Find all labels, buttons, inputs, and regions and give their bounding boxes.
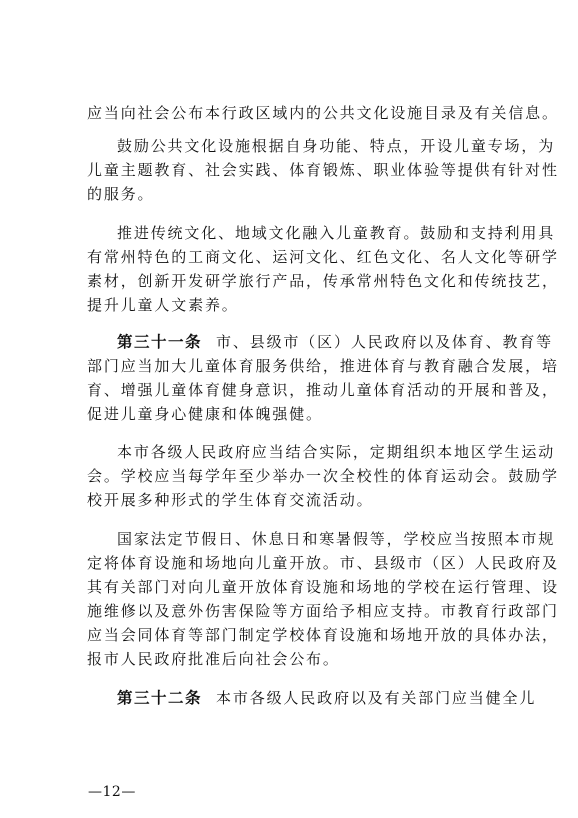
text-line: 会。学校应当每学年至少举办一次全校性的体育运动会。鼓励学 [87,467,559,485]
text-line: 国家法定节假日、休息日和寒暑假等，学校应当按照本市规 [117,530,556,548]
article-text: 市、县级市（区）人民政府以及体育、教育等 [216,333,554,351]
text-line: 应当会同体育等部门制定学校体育设施和场地开放的具体办法， [87,626,559,644]
text-line: 素材，创新开发研学旅行产品，传承常州特色文化和传统技艺， [87,272,559,290]
text-line: 本市各级人民政府应当结合实际，定期组织本地区学生运动 [117,443,556,461]
text-line: 有常州特色的工商文化、运河文化、红色文化、名人文化等研学 [87,248,559,266]
text-line: 其有关部门对向儿童开放体育设施和场地的学校在运行管理、设 [87,578,559,596]
text-line: 定将体育设施和场地向儿童开放。市、县级市（区）人民政府及 [87,554,559,572]
article-heading: 第三十二条 [117,689,203,707]
text-line: 育、增强儿童体育健身意识，推动儿童体育活动的开展和普及， [87,381,559,399]
text-line: 促进儿童身心健康和体魄强健。 [87,405,323,423]
text-line: 推进传统文化、地域文化融入儿童教育。鼓励和支持利用具 [117,224,556,242]
text-line: 施维修以及意外伤害保险等方面给予相应支持。市教育行政部门 [87,602,559,620]
text-line: 部门应当加大儿童体育服务供给，推进体育与教育融合发展，培 [87,357,559,375]
article-line [117,330,554,354]
article-line [117,686,537,710]
article-heading: 第三十一条 [117,333,203,351]
text-line: 儿童主题教育、社会实践、体育锻炼、职业体验等提供有针对性 [87,161,559,179]
article-text: 本市各级人民政府以及有关部门应当健全儿 [216,689,537,707]
text-line: 应当向社会公布本行政区域内的公共文化设施目录及有关信息。 [87,104,559,122]
page-number: —12— [88,784,136,800]
text-line: 鼓励公共文化设施根据自身功能、特点，开设儿童专场，为 [117,137,556,155]
text-line: 的服务。 [87,185,155,203]
text-line: 报市人民政府批准后向社会公布。 [87,650,340,668]
text-line: 校开展多种形式的学生体育交流活动。 [87,491,374,509]
text-line: 提升儿童人文素养。 [87,296,239,314]
